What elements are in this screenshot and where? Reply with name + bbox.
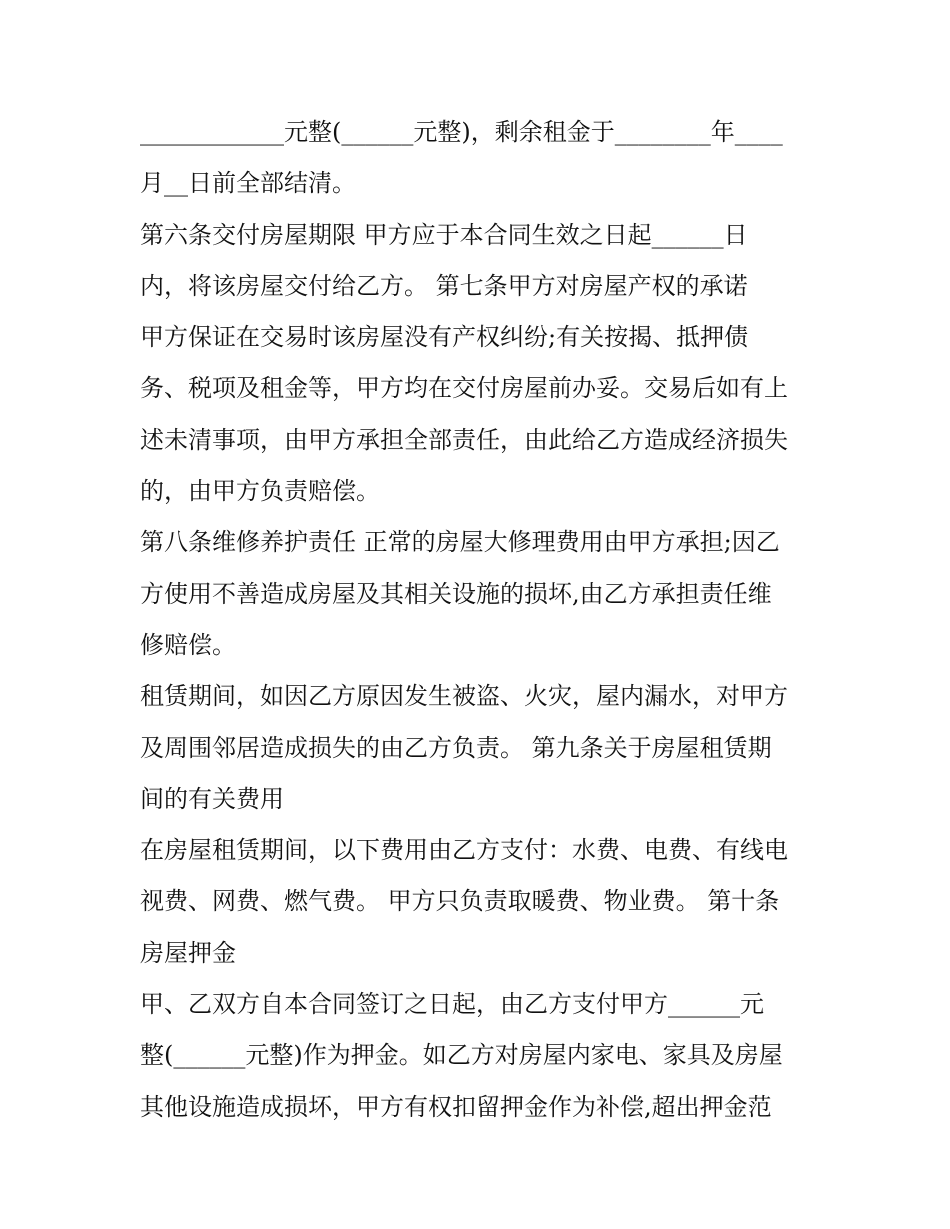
text-line: 视费、网费、燃气费。 甲方只负责取暖费、物业费。 第十条 xyxy=(140,887,780,916)
text-line: 其他设施造成损坏，甲方有权扣留押金作为补偿,超出押金范 xyxy=(140,1092,772,1121)
text-line: 在房屋租赁期间，以下费用由乙方支付：水费、电费、有线电 xyxy=(140,836,788,865)
text-line: 修赔偿。 xyxy=(140,630,236,659)
text-line: 方使用不善造成房屋及其相关设施的损坏,由乙方承担责任维 xyxy=(140,579,772,608)
text-line: 第六条交付房屋期限 甲方应于本合同生效之日起______日 xyxy=(140,220,748,249)
text-line: ____________元整(______元整)，剩余租金于________年____ xyxy=(140,118,783,146)
text-line: 第八条维修养护责任 正常的房屋大修理费用由甲方承担;因乙 xyxy=(140,528,780,557)
text-line: 甲、乙双方自本合同签订之日起，由乙方支付甲方______元 xyxy=(140,990,764,1019)
text-line: 及周围邻居造成损失的由乙方负责。 第九条关于房屋租赁期 xyxy=(140,733,772,762)
text-line: 内，将该房屋交付给乙方。 第七条甲方对房屋产权的承诺 xyxy=(140,271,748,300)
text-line: 月__日前全部结清。 xyxy=(140,169,356,198)
text-line: 务、税项及租金等，甲方均在交付房屋前办妥。交易后如有上 xyxy=(140,374,788,403)
text-line: 整(______元整)作为押金。如乙方对房屋内家电、家具及房屋 xyxy=(140,1041,783,1070)
text-line: 间的有关费用 xyxy=(140,784,284,813)
document-body xyxy=(140,107,820,1133)
text-line: 述未清事项，由甲方承担全部责任，由此给乙方造成经济损失 xyxy=(140,425,788,454)
text-line: 房屋押金 xyxy=(140,938,236,967)
text-line: 的，由甲方负责赔偿。 xyxy=(140,477,380,506)
text-line: 租赁期间，如因乙方原因发生被盗、火灾，屋内漏水，对甲方 xyxy=(140,682,788,711)
text-line: 甲方保证在交易时该房屋没有产权纠纷;有关按揭、抵押债 xyxy=(140,323,749,352)
